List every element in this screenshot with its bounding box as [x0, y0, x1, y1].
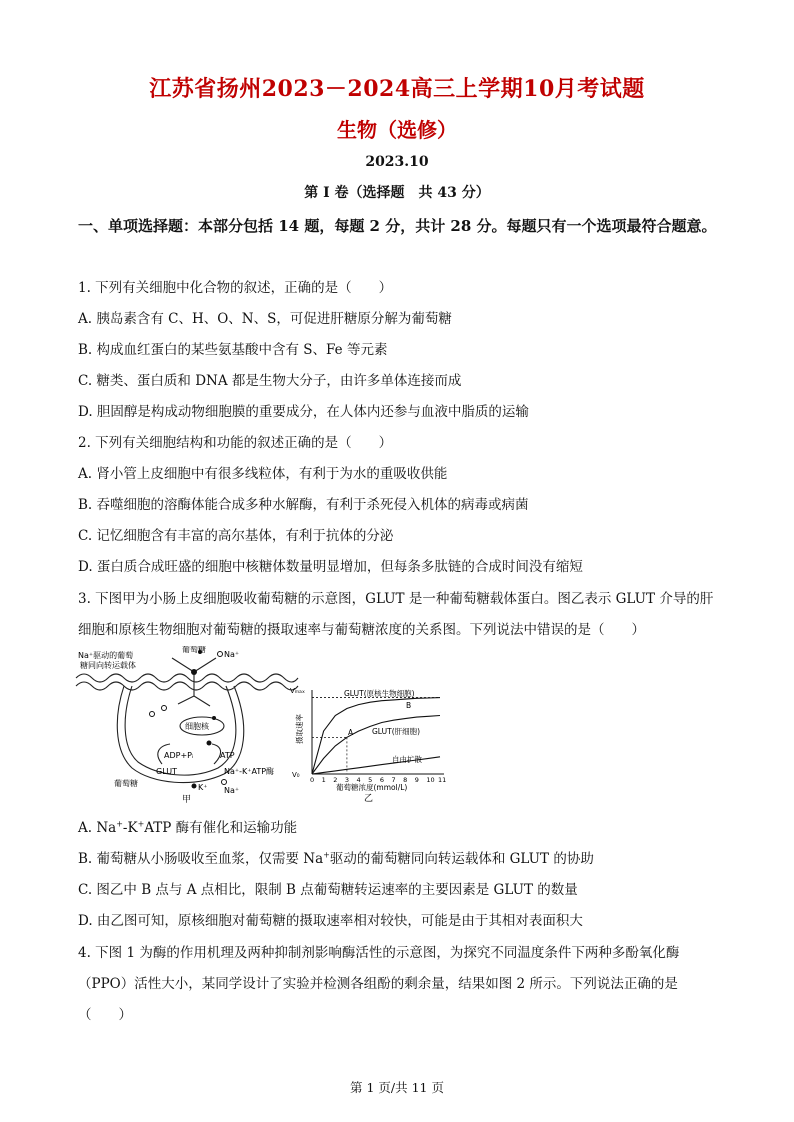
exam-date: 2023.10 — [365, 154, 429, 170]
x-tick-label: 2 — [333, 776, 338, 784]
q3-option-b: B. 葡萄糖从小肠吸收至血浆，仅需要 Na+驱动的葡萄糖同向转运载体和 GLUT 的协助 — [78, 850, 594, 867]
x-tick-label: 1 — [321, 776, 326, 784]
label-glucose-bottom: 葡萄糖 — [114, 779, 138, 788]
label-na-top: Na⁺ — [224, 650, 240, 659]
caption-jia: 甲 — [182, 795, 192, 804]
q1-option-d: D. 胆固醇是构成动物细胞膜的重要成分，在人体内还参与血液中脂质的运输 — [78, 404, 529, 420]
x-tick-label: 3 — [344, 776, 350, 784]
page-footer: 第 1 页/共 11 页 — [350, 1080, 444, 1095]
x-tick-label: 0 — [310, 776, 315, 784]
figure-jia — [74, 646, 300, 804]
q2-option-c: C. 记忆细胞含有丰富的高尔基体，有利于抗体的分泌 — [78, 528, 394, 544]
point-a-label: A — [348, 728, 354, 737]
vmax-label: Vₘₐₓ — [290, 687, 305, 695]
label-k: K⁺ — [198, 783, 208, 792]
v0-label: V₀ — [292, 771, 300, 779]
q1-option-c: C. 糖类、蛋白质和 DNA 都是生物大分子，由许多单体连接而成 — [78, 373, 462, 389]
q4-stem-line3: （ ） — [78, 1007, 132, 1023]
q3-option-a: A. Na+-K+ATP 酶有催化和运输功能 — [78, 819, 298, 836]
label-cotransporter: Na⁺驱动的葡萄 — [78, 651, 134, 660]
label-atp: ATP — [220, 751, 235, 760]
x-tick-label: 7 — [391, 776, 396, 784]
label-cotransporter-2: 糖同向转运载体 — [80, 661, 136, 670]
label-glut: GLUT — [156, 767, 177, 776]
curve3-label: 自由扩散 — [392, 755, 422, 764]
y-axis-label: 摄取速率 — [295, 714, 304, 744]
label-na-bottom: Na⁺ — [224, 786, 240, 795]
q3-option-d: D. 由乙图可知，原核细胞对葡萄糖的摄取速率相对较快，可能是由于其相对表面积大 — [78, 913, 583, 929]
caption-yi: 乙 — [364, 794, 374, 804]
q1-option-b: B. 构成血红蛋白的某些氨基酸中含有 S、Fe 等元素 — [78, 342, 388, 358]
point-b-label: B — [406, 701, 412, 710]
q2-stem: 2. 下列有关细胞结构和功能的叙述正确的是（ ） — [78, 435, 393, 451]
label-glucose-top: 葡萄糖 — [182, 646, 206, 654]
q3-stem-line1: 3. 下图甲为小肠上皮细胞吸收葡萄糖的示意图，GLUT 是一种葡萄糖载体蛋白。图乙表示 GLUT 介导的肝 — [78, 591, 714, 607]
q4-stem-line1: 4. 下图 1 为酶的作用机理及两种抑制剂影响酶活性的示意图，为探究不同温度条件下两种多酚氧化酶 — [78, 945, 680, 961]
page-title: 江苏省扬州2023－2024高三上学期10月考试题 — [149, 76, 645, 102]
q1-option-a: A. 胰岛素含有 C、H、O、N、S，可促进肝糖原分解为葡萄糖 — [78, 311, 452, 327]
figure-yi-chart — [280, 682, 450, 804]
x-tick-label: 4 — [356, 776, 361, 784]
q1-stem: 1. 下列有关细胞中化合物的叙述，正确的是（ ） — [78, 280, 393, 296]
volume-heading: 第 I 卷（选择题 共 43 分） — [304, 185, 490, 201]
curve2-label: GLUT(肝细胞) — [372, 727, 421, 736]
q3-stem-line2: 细胞和原核生物细胞对葡萄糖的摄取速率与葡萄糖浓度的关系图。下列说法中错误的是（ ） — [78, 622, 645, 638]
x-axis-label: 葡萄糖浓度(mmol/L) — [336, 783, 408, 792]
x-tick-label: 6 — [379, 776, 384, 784]
curve1-label: GLUT(原核生物细胞) — [344, 689, 415, 698]
x-tick-label: 5 — [368, 776, 373, 784]
q2-option-a: A. 肾小管上皮细胞中有很多线粒体，有利于为水的重吸收供能 — [78, 466, 448, 482]
label-atpase: Na⁺-K⁺ATP酶 — [224, 767, 275, 776]
label-adp: ADP+Pᵢ — [164, 751, 194, 760]
section-heading: 一、单项选择题：本部分包括 14 题，每题 2 分，共计 28 分。每题只有一个选项最符合题意。 — [78, 217, 717, 235]
q4-stem-line2: （PPO）活性大小，某同学设计了实验并检测各组酚的剩余量，结果如图 2 所示。下列说法正确的是 — [78, 976, 678, 992]
q2-option-b: B. 吞噬细胞的溶酶体能合成多种水解酶，有利于杀死侵入机体的病毒或病菌 — [78, 497, 529, 513]
q2-option-d: D. 蛋白质合成旺盛的细胞中核糖体数量明显增加，但每条多肽链的合成时间没有缩短 — [78, 559, 583, 575]
x-tick-label: 8 — [403, 776, 408, 784]
x-tick-label: 11 — [438, 776, 447, 784]
label-nucleus: 细胞核 — [185, 722, 209, 731]
x-tick-label: 9 — [414, 776, 419, 784]
x-tick-label: 10 — [426, 776, 435, 784]
q3-option-c: C. 图乙中 B 点与 A 点相比，限制 B 点葡萄糖转运速率的主要因素是 GLUT 的数量 — [78, 882, 578, 898]
page-subtitle: 生物（选修） — [337, 118, 457, 142]
